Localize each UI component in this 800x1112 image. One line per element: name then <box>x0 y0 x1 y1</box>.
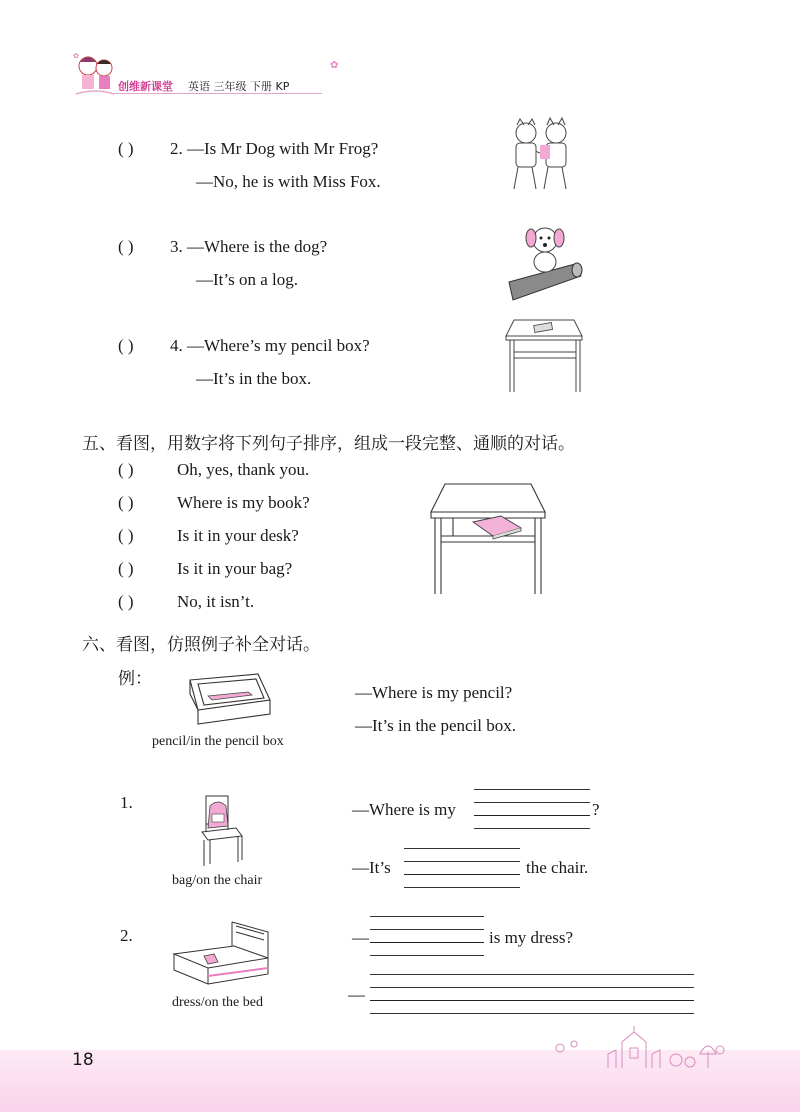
q1-question-prefix: —Where is my <box>352 800 456 819</box>
dog-on-log-picture-icon <box>505 220 583 304</box>
page-number: 18 <box>72 1050 94 1070</box>
answer-paren[interactable]: ( ) <box>118 237 134 256</box>
question-line: 3. —Where is the dog? <box>170 237 328 256</box>
answer-line: —No, he is with Miss Fox. <box>196 172 381 191</box>
answer-line: —It’s on a log. <box>196 270 298 289</box>
example-label: 例： <box>118 669 152 689</box>
example-answer: —It’s in the pencil box. <box>355 716 517 735</box>
q2-caption: dress/on the bed <box>172 995 263 1010</box>
svg-text:✿: ✿ <box>73 52 79 60</box>
q2-question-prefix: — <box>352 928 369 947</box>
dialogue-sentence: Oh, yes, thank you. <box>177 460 310 479</box>
write-line[interactable] <box>404 887 520 888</box>
book-meta: 英语 三年级 下册 KP <box>188 80 290 93</box>
example-question: —Where is my pencil? <box>355 683 513 702</box>
section-6-title: 六、看图，仿照例子补全对话。 <box>82 635 320 655</box>
answer-paren[interactable]: ( ) <box>118 559 134 578</box>
dialogue-sentence: Is it in your desk? <box>177 526 299 545</box>
answer-blank[interactable] <box>370 942 484 943</box>
castle-decoration-icon <box>548 1024 728 1070</box>
question-number: 2. <box>120 926 133 945</box>
q2-answer-prefix: — <box>348 985 365 1004</box>
brand-title: 创维新课堂 <box>118 80 173 93</box>
example-caption: pencil/in the pencil box <box>152 734 284 749</box>
desk-with-pencil-box-picture-icon <box>500 312 588 394</box>
answer-blank[interactable] <box>404 874 520 875</box>
dialogue-sentence: No, it isn’t. <box>177 592 255 611</box>
answer-paren[interactable]: ( ) <box>118 592 134 611</box>
question-line: 4. —Where’s my pencil box? <box>170 336 370 355</box>
write-line[interactable] <box>370 916 484 917</box>
bag-on-chair-picture-icon <box>196 792 246 868</box>
question-line: 2. —Is Mr Dog with Mr Frog? <box>170 139 379 158</box>
q1-caption: bag/on the chair <box>172 873 263 888</box>
answer-paren[interactable]: ( ) <box>118 493 134 512</box>
dress-on-bed-picture-icon <box>170 918 272 988</box>
write-line[interactable] <box>370 955 484 956</box>
answer-blank[interactable] <box>370 1000 694 1001</box>
q1-answer-suffix: the chair. <box>526 858 589 877</box>
write-line[interactable] <box>404 861 520 862</box>
write-line[interactable] <box>370 987 694 988</box>
desk-with-book-picture-icon <box>425 478 553 596</box>
answer-line: —It’s in the box. <box>196 369 312 388</box>
q2-question-suffix: is my dress? <box>489 928 574 947</box>
write-line[interactable] <box>474 789 590 790</box>
write-line[interactable] <box>370 974 694 975</box>
question-number: 1. <box>120 793 133 812</box>
dialogue-sentence: Is it in your bag? <box>177 559 293 578</box>
write-line[interactable] <box>404 848 520 849</box>
dialogue-sentence: Where is my book? <box>177 493 310 512</box>
write-line[interactable] <box>474 802 590 803</box>
write-line[interactable] <box>370 929 484 930</box>
answer-paren[interactable]: ( ) <box>118 336 134 355</box>
answer-paren[interactable]: ( ) <box>118 139 134 158</box>
flower-icon: ✿ <box>330 60 339 71</box>
answer-paren[interactable]: ( ) <box>118 526 134 545</box>
write-line[interactable] <box>474 828 590 829</box>
q1-answer-prefix: —It’s <box>352 858 391 877</box>
write-line[interactable] <box>370 1013 694 1014</box>
answer-paren[interactable]: ( ) <box>118 460 134 479</box>
answer-blank[interactable] <box>474 815 590 816</box>
section-5-title: 五、看图，用数字将下列句子排序，组成一段完整、通顺的对话。 <box>82 434 575 454</box>
q1-question-suffix: ? <box>592 800 600 819</box>
pencil-box-picture-icon <box>178 670 274 730</box>
dog-and-fox-picture-icon <box>500 115 582 195</box>
